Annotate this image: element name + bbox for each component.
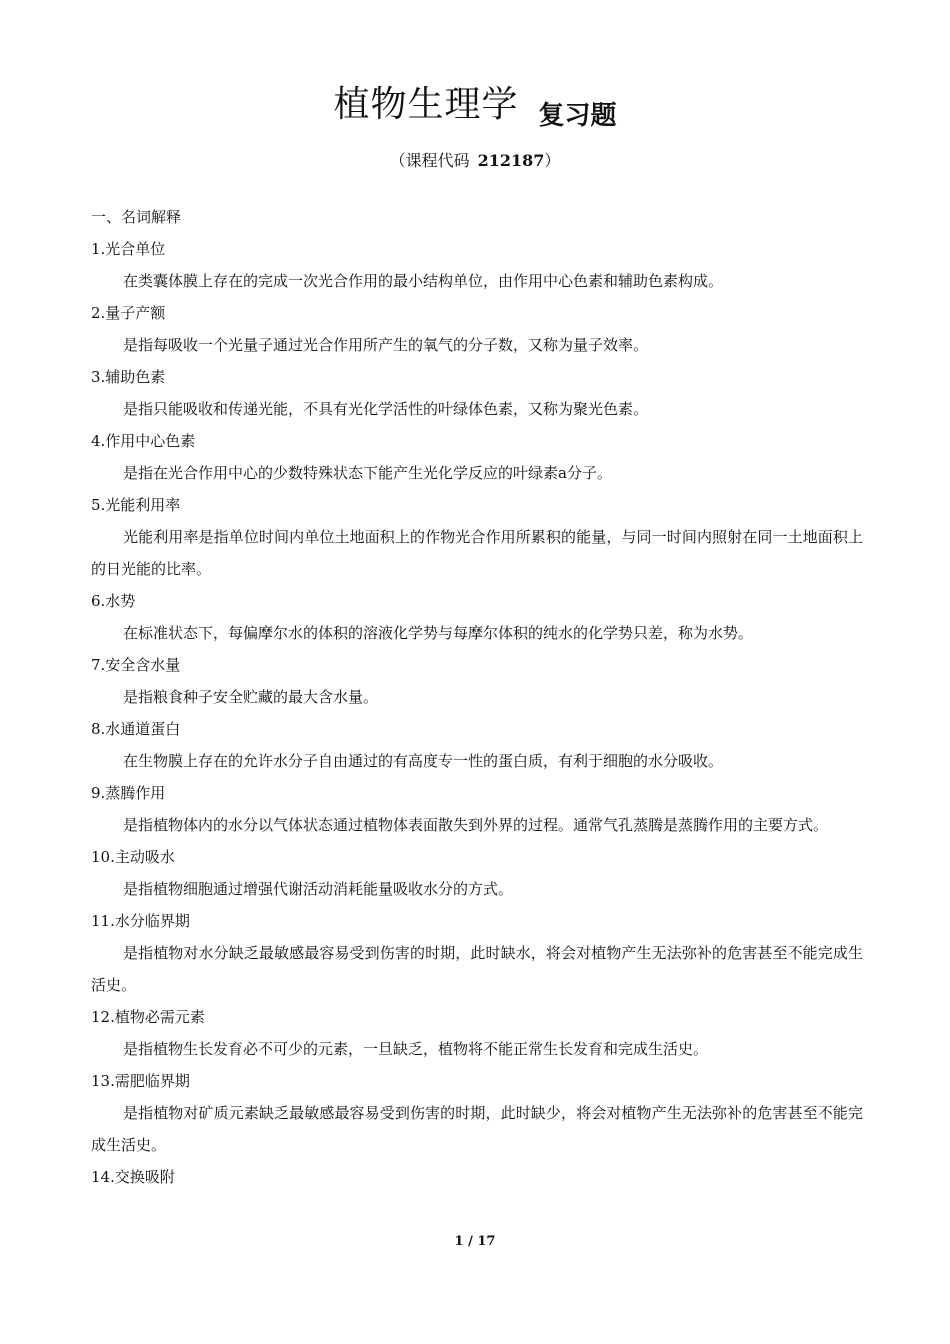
entry-definition: 在类囊体膜上存在的完成一次光合作用的最小结构单位，由作用中心色素和辅助色素构成。 [123, 272, 724, 290]
section-heading: 一、名词解释 [91, 208, 182, 226]
entry-definition: 是指每吸收一个光量子通过光合作用所产生的氧气的分子数，又称为量子效率。 [123, 336, 649, 354]
entry-term: 10.主动吸水 [91, 848, 175, 866]
entry-definition: 是指在光合作用中心的少数特殊状态下能产生光化学反应的叶绿素a分子。 [123, 464, 612, 482]
entry-term: 8.水通道蛋白 [91, 720, 181, 738]
entry-term: 7.安全含水量 [91, 656, 181, 674]
entry-term: 2.量子产额 [91, 304, 166, 322]
entry-definition: 在标准状态下，每偏摩尔水的体积的溶液化学势与每摩尔体积的纯水的化学势只差，称为水势。 [123, 624, 754, 642]
title-sub: 复习题 [538, 101, 617, 131]
entry-definition: 是指粮食种子安全贮藏的最大含水量。 [123, 688, 379, 706]
title-main: 植物生理学 [333, 84, 519, 125]
entry-definition: 是指植物体内的水分以气体状态通过植物体表面散失到外界的过程。通常气孔蒸腾是蒸腾作用的主要方式。 [123, 816, 829, 834]
entry-term: 13.需肥临界期 [91, 1072, 190, 1090]
entry-definition: 是指植物生长发育必不可少的元素，一旦缺乏，植物将不能正常生长发育和完成生活史。 [123, 1040, 709, 1058]
entry-term: 12.植物必需元素 [91, 1008, 205, 1026]
entry-term: 14.交换吸附 [91, 1168, 175, 1186]
entry-definition: 是指植物对矿质元素缺乏最敏感最容易受到伤害的时期，此时缺少，将会对植物产生无法弥补的危害甚至不能完成生活史。 [91, 1104, 863, 1154]
entry-definition: 光能利用率是指单位时间内单位土地面积上的作物光合作用所累积的能量，与同一时间内照射在同一土地面积上的日光能的比率。 [91, 528, 863, 578]
entry-term: 4.作用中心色素 [91, 432, 196, 450]
document-title [0, 76, 950, 131]
entry-definition: 是指植物对水分缺乏最敏感最容易受到伤害的时期，此时缺水，将会对植物产生无法弥补的危害甚至不能完成生活史。 [91, 944, 863, 994]
entry-term: 5.光能利用率 [91, 496, 181, 514]
course-code-number: 212187 [477, 151, 545, 170]
course-code-suffix: ） [544, 151, 561, 170]
entry-definition: 在生物膜上存在的允许水分子自由通过的有高度专一性的蛋白质，有利于细胞的水分吸收。 [123, 752, 724, 770]
entry-definition: 是指植物细胞通过增强代谢活动消耗能量吸收水分的方式。 [123, 880, 514, 898]
entry-definition: 是指只能吸收和传递光能，不具有光化学活性的叶绿体色素，又称为聚光色素。 [123, 400, 649, 418]
entry-term: 6.水势 [91, 592, 136, 610]
course-code [0, 148, 950, 171]
entry-term: 9.蒸腾作用 [91, 784, 166, 802]
page-number: 1 / 17 [454, 1234, 496, 1249]
entry-term: 3.辅助色素 [91, 368, 166, 386]
course-code-prefix: （课程代码 [389, 151, 470, 170]
entry-term: 1.光合单位 [91, 240, 166, 258]
entry-term: 11.水分临界期 [91, 912, 190, 930]
document-body [91, 201, 863, 1193]
